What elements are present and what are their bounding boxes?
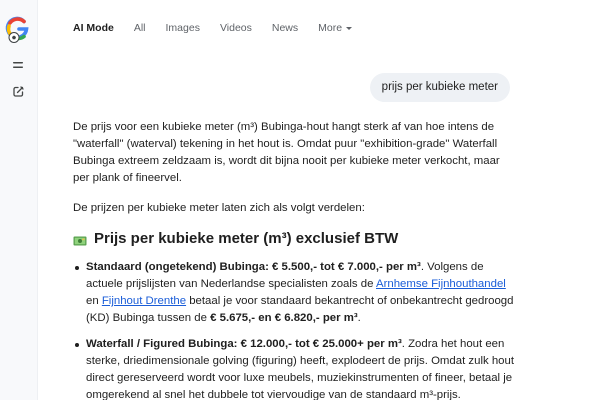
new-chat-button[interactable] bbox=[5, 81, 31, 107]
answer-intro: De prijs voor een kubieke meter (m³) Bubinga-hout hangt sterk af van hoe intens de "waterfall" (waterval) tekening in het hout is. Omdat puur "exhibition-grade" Waterfall Bubinga extreem zeldzaam is, wordt dit bijna nooit per kubieke meter verkocht, maar per plank of fineervel. bbox=[73, 121, 500, 184]
tab-videos[interactable]: Videos bbox=[219, 22, 252, 34]
price-range-kd: € 5.675,- en € 6.820,- per m³ bbox=[210, 312, 358, 324]
item-text: . Volgens de actuele prijslijsten van Nederlandse specialisten zoals de bbox=[86, 261, 484, 290]
tab-images[interactable]: Images bbox=[165, 22, 200, 34]
link-fijnhout-drenthe[interactable]: Fijnhout Drenthe bbox=[101, 295, 187, 307]
section-heading-text: Prijs per kubieke meter (m³) exclusief BTW bbox=[94, 230, 399, 247]
tab-more[interactable] bbox=[318, 21, 352, 35]
banknote-icon bbox=[73, 233, 87, 245]
link-arnhemse-fijnhouthandel[interactable]: Arnhemse Fijnhouthandel bbox=[376, 278, 506, 290]
price-list bbox=[73, 259, 517, 400]
tab-ai-mode[interactable]: AI Mode bbox=[73, 22, 114, 34]
price-standard: Standaard (ongetekend) Bubinga: € 5.500,- tot € 7.000,- per m³ bbox=[86, 261, 421, 273]
ai-answer bbox=[73, 119, 517, 400]
new-chat-icon bbox=[12, 85, 25, 103]
tab-more-label: More bbox=[318, 22, 343, 34]
item-text: . bbox=[357, 312, 361, 324]
top-navigation bbox=[38, 0, 599, 56]
google-soccer-logo[interactable] bbox=[3, 14, 33, 44]
caret-down-icon bbox=[346, 27, 352, 30]
user-query-bubble: prijs per kubieke meter bbox=[370, 73, 510, 102]
list-item bbox=[73, 336, 517, 400]
answer-lead: De prijzen per kubieke meter laten zich als volgt verdelen: bbox=[73, 202, 365, 214]
item-text: en bbox=[86, 295, 102, 307]
item-text: . Zodra het hout een sterke, driedimensionale golving (figuring) heeft, explodeert de prijs. Omdat zulk hout direct gereserveerd wordt voor luxe meubels, muziekinstrumenten of fineer, betaal je omgerekend al snel het dubbele tot viervoudige van de standaard m³-prijs. bbox=[86, 338, 515, 400]
menu-button[interactable] bbox=[5, 53, 31, 79]
section-heading bbox=[73, 229, 517, 249]
side-rail bbox=[0, 0, 38, 400]
list-item bbox=[73, 259, 517, 327]
menu-icon bbox=[12, 57, 24, 75]
search-tabs bbox=[73, 21, 372, 35]
price-waterfall: Waterfall / Figured Bubinga: € 12.000,- tot € 25.000+ per m³ bbox=[86, 338, 402, 350]
tab-news[interactable]: News bbox=[271, 22, 299, 34]
tab-all[interactable]: All bbox=[133, 22, 146, 34]
item-text: betaal je voor standaard bekantrecht of onbekantrecht gedroogd (KD) Bubinga tussen de bbox=[86, 295, 514, 324]
